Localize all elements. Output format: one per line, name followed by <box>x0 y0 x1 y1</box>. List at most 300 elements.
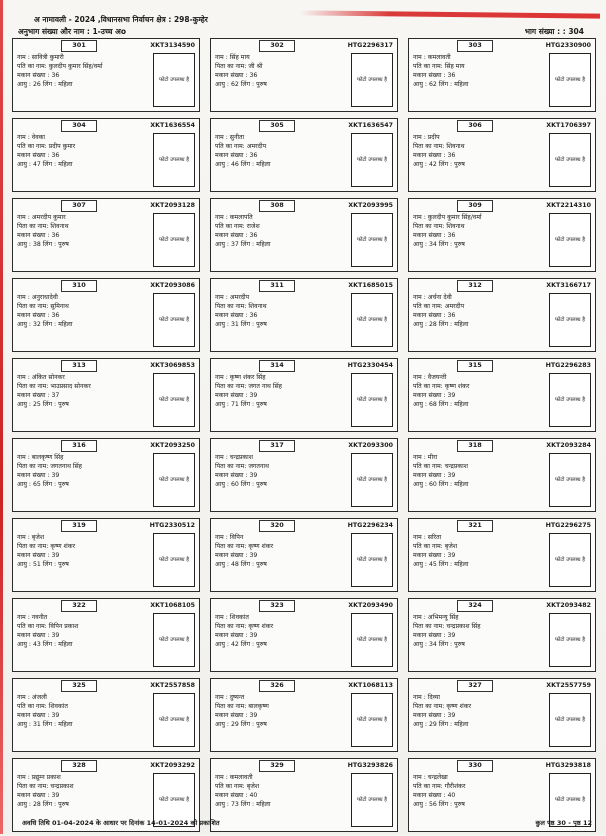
voter-house-number: 39 <box>249 392 258 399</box>
voter-epic-id: XKT3166717 <box>546 282 591 289</box>
voter-photo-placeholder: फोटो उपलब्ध है <box>351 53 393 107</box>
voter-relation: पिता का नाम: शिवनाथ <box>17 223 69 230</box>
age-label: आयु : <box>215 641 229 648</box>
voter-name: अंकित सोनकर <box>31 374 65 381</box>
voter-relation: पति का नाम: अमरदीप <box>413 303 465 310</box>
voter-name-row <box>413 453 531 462</box>
name-label: नाम : <box>413 54 426 61</box>
voter-details <box>413 293 531 329</box>
voter-relation: पिता का नाम: जी श्री <box>215 63 263 70</box>
age-label: आयु : <box>413 321 427 328</box>
age-label: आयु : <box>17 241 31 248</box>
voter-age-gender-row <box>17 640 135 649</box>
voter-house-row <box>215 311 333 320</box>
voter-house-row <box>413 471 531 480</box>
name-label: नाम : <box>413 534 426 541</box>
voter-gender: पुरुष <box>454 801 465 808</box>
voter-details <box>413 453 531 489</box>
voter-serial-number: 302 <box>259 40 295 52</box>
voter-house-row <box>17 311 135 320</box>
name-label: नाम : <box>413 374 426 381</box>
voter-house-row <box>17 151 135 160</box>
house-label: मकान संख्या : <box>215 152 248 159</box>
voter-serial-number: 308 <box>259 200 295 212</box>
voter-gender: पुरुष <box>454 241 465 248</box>
name-label: नाम : <box>413 214 426 221</box>
voter-name: नवनीत <box>31 614 48 621</box>
voter-relation: पति का नाम: कृष्ण शंकर <box>413 383 470 390</box>
voter-house-row <box>17 471 135 480</box>
house-label: मकान संख्या : <box>17 152 50 159</box>
voter-age: 31 <box>230 321 239 328</box>
voter-card-grid <box>8 36 600 836</box>
voter-serial-number: 310 <box>61 280 97 292</box>
gender-label: लिंग : <box>438 721 453 728</box>
voter-gender: महिला <box>58 641 73 648</box>
voter-details <box>215 453 333 489</box>
voter-relation: पिता का नाम: जगतनाथ सिंह <box>17 463 82 470</box>
voter-age-gender-row <box>413 240 531 249</box>
gender-label: लिंग : <box>438 81 453 88</box>
voter-gender: महिला <box>58 321 73 328</box>
voter-name-row <box>413 613 531 622</box>
name-label: नाम : <box>17 214 30 221</box>
voter-card <box>12 358 200 432</box>
voter-name-row <box>413 533 531 542</box>
voter-serial-number: 320 <box>259 520 295 532</box>
voter-serial-number: 328 <box>61 760 97 772</box>
age-label: आयु : <box>17 561 31 568</box>
voter-card <box>12 278 200 352</box>
voter-details <box>215 213 333 249</box>
voter-age: 73 <box>230 801 239 808</box>
voter-relation: पिता का नाम: कृष्ण शंकर <box>215 623 273 630</box>
voter-house-row <box>413 71 531 80</box>
voter-serial-number: 319 <box>61 520 97 532</box>
header-roll-title: अ नामावली - 2024 ,विधानसभा निर्वाचन क्षेत्र : 298-कुम्हेर <box>34 15 208 24</box>
voter-house-number: 39 <box>51 712 60 719</box>
gender-label: लिंग : <box>42 561 57 568</box>
voter-photo-placeholder: फोटो उपलब्ध है <box>549 133 591 187</box>
voter-house-number: 39 <box>249 472 258 479</box>
voter-relation: पति का नाम: बृजेश <box>413 543 458 550</box>
voter-house-number: 36 <box>249 232 258 239</box>
voter-name-row <box>17 133 135 142</box>
house-label: मकान संख्या : <box>17 472 50 479</box>
gender-label: लिंग : <box>240 721 255 728</box>
voter-house-row <box>17 791 135 800</box>
voter-gender: पुरुष <box>58 401 69 408</box>
voter-card <box>210 38 398 112</box>
voter-card <box>12 518 200 592</box>
gender-label: लिंग : <box>438 561 453 568</box>
voter-epic-id: XKT1685015 <box>348 282 393 289</box>
voter-gender: महिला <box>454 321 469 328</box>
voter-epic-id: XKT1706397 <box>546 122 591 129</box>
voter-age-gender-row <box>215 640 333 649</box>
voter-serial-number: 313 <box>61 360 97 372</box>
voter-name: कमलापति <box>229 214 253 221</box>
voter-name: चन्द्रलेखा <box>427 774 448 781</box>
house-label: मकान संख्या : <box>17 312 50 319</box>
voter-photo-placeholder: फोटो उपलब्ध है <box>549 693 591 747</box>
voter-age: 34 <box>428 241 437 248</box>
voter-relation: पिता का नाम: शिवनाथ <box>215 303 267 310</box>
voter-age-gender-row <box>413 320 531 329</box>
voter-name-row <box>215 613 333 622</box>
voter-house-row <box>215 391 333 400</box>
house-label: मकान संख्या : <box>413 312 446 319</box>
age-label: आयु : <box>413 401 427 408</box>
voter-epic-id: XKT1068105 <box>150 602 195 609</box>
name-label: नाम : <box>17 374 30 381</box>
voter-age-gender-row <box>413 720 531 729</box>
voter-card <box>210 118 398 192</box>
name-label: नाम : <box>413 694 426 701</box>
voter-age-gender-row <box>413 480 531 489</box>
name-label: नाम : <box>215 614 228 621</box>
voter-epic-id: XKT2093250 <box>150 442 195 449</box>
voter-epic-id: XKT2557858 <box>150 682 195 689</box>
voter-house-number: 36 <box>51 152 60 159</box>
age-label: आयु : <box>413 801 427 808</box>
voter-gender: पुरुष <box>256 321 267 328</box>
voter-card <box>12 678 200 752</box>
name-label: नाम : <box>215 454 228 461</box>
voter-name: प्रदीप <box>427 134 440 141</box>
voter-name-row <box>215 293 333 302</box>
voter-serial-number: 317 <box>259 440 295 452</box>
voter-name: अमरदीप <box>229 294 250 301</box>
voter-age: 56 <box>428 801 437 808</box>
voter-age: 43 <box>32 641 41 648</box>
voter-details <box>215 773 333 809</box>
voter-house-row <box>413 231 531 240</box>
voter-relation: पिता का नाम: चन्द्रप्रकाश <box>17 783 74 790</box>
name-label: नाम : <box>17 134 30 141</box>
voter-house-row <box>413 631 531 640</box>
voter-name: बृजेश <box>31 534 45 541</box>
name-label: नाम : <box>413 774 426 781</box>
voter-gender: महिला <box>58 161 73 168</box>
voter-name-row <box>17 533 135 542</box>
voter-epic-id: HTG2296234 <box>347 522 393 529</box>
voter-house-number: 39 <box>51 552 60 559</box>
voter-age-gender-row <box>215 80 333 89</box>
voter-name-row <box>215 773 333 782</box>
voter-house-row <box>215 551 333 560</box>
voter-name-row <box>413 133 531 142</box>
voter-gender: महिला <box>454 721 469 728</box>
voter-name-row <box>17 213 135 222</box>
age-label: आयु : <box>17 81 31 88</box>
voter-age: 47 <box>32 161 41 168</box>
voter-house-number: 39 <box>249 712 258 719</box>
gender-label: लिंग : <box>42 641 57 648</box>
voter-gender: पुरुष <box>256 81 267 88</box>
name-label: नाम : <box>17 774 30 781</box>
house-label: मकान संख्या : <box>215 632 248 639</box>
footer-publication-note: अवधि तिथि 01-04-2024 के आधार पर दिनांक 14-01-2024 को प्रकाशित <box>22 819 220 827</box>
voter-gender: महिला <box>454 81 469 88</box>
voter-details <box>215 53 333 89</box>
voter-age-gender-row <box>215 560 333 569</box>
voter-card <box>12 198 200 272</box>
gender-label: लिंग : <box>240 561 255 568</box>
voter-gender: पुरुष <box>58 801 69 808</box>
voter-house-row <box>17 551 135 560</box>
name-label: नाम : <box>17 614 30 621</box>
voter-photo-placeholder: फोटो उपलब्ध है <box>153 453 195 507</box>
age-label: आयु : <box>17 321 31 328</box>
voter-house-number: 39 <box>249 552 258 559</box>
voter-name: विपिन <box>229 534 244 541</box>
voter-house-row <box>413 711 531 720</box>
voter-name: वैजयन्ती <box>427 374 447 381</box>
voter-relation: पति का नाम: राजेश <box>215 223 260 230</box>
voter-serial-number: 311 <box>259 280 295 292</box>
voter-name-row <box>215 693 333 702</box>
voter-house-number: 36 <box>447 152 456 159</box>
age-label: आयु : <box>215 481 229 488</box>
voter-age-gender-row <box>413 800 531 809</box>
voter-house-number: 36 <box>51 72 60 79</box>
voter-house-row <box>413 551 531 560</box>
voter-age-gender-row <box>215 400 333 409</box>
voter-epic-id: HTG2330900 <box>545 42 591 49</box>
voter-photo-placeholder: फोटो उपलब्ध है <box>351 533 393 587</box>
voter-age: 25 <box>32 401 41 408</box>
voter-age-gender-row <box>17 160 135 169</box>
page-header <box>14 10 592 38</box>
voter-card <box>210 598 398 672</box>
voter-photo-placeholder: फोटो उपलब्ध है <box>153 373 195 427</box>
voter-name-row <box>413 773 531 782</box>
footer-page-count: कुल पृष्ठ 30 - पृष्ठ 12 <box>535 819 592 827</box>
voter-house-number: 40 <box>447 792 456 799</box>
voter-epic-id: XKT2093284 <box>546 442 591 449</box>
voter-serial-number: 309 <box>457 200 493 212</box>
voter-name-row <box>17 693 135 702</box>
voter-photo-placeholder: फोटो उपलब्ध है <box>549 53 591 107</box>
voter-age: 29 <box>230 721 239 728</box>
voter-details <box>413 773 531 809</box>
voter-age: 60 <box>428 481 437 488</box>
voter-gender: पुरुष <box>256 481 267 488</box>
age-label: आयु : <box>17 401 31 408</box>
voter-details <box>215 693 333 729</box>
name-label: नाम : <box>215 774 228 781</box>
voter-age: 38 <box>32 241 41 248</box>
voter-details <box>17 133 135 169</box>
house-label: मकान संख्या : <box>413 712 446 719</box>
age-label: आयु : <box>413 161 427 168</box>
voter-epic-id: HTG3293826 <box>347 762 393 769</box>
house-label: मकान संख्या : <box>413 392 446 399</box>
voter-serial-number: 330 <box>457 760 493 772</box>
voter-gender: पुरुष <box>256 401 267 408</box>
gender-label: लिंग : <box>240 241 255 248</box>
voter-serial-number: 322 <box>61 600 97 612</box>
voter-serial-number: 329 <box>259 760 295 772</box>
voter-epic-id: XKT2093300 <box>348 442 393 449</box>
name-label: नाम : <box>215 374 228 381</box>
voter-name-row <box>17 293 135 302</box>
voter-age: 28 <box>428 321 437 328</box>
voter-serial-number: 316 <box>61 440 97 452</box>
age-label: आयु : <box>17 641 31 648</box>
voter-name: सुनीता <box>229 134 245 141</box>
voter-relation: पति का नाम: सिंह माय <box>413 63 465 70</box>
age-label: आयु : <box>413 241 427 248</box>
name-label: नाम : <box>17 454 30 461</box>
voter-age-gender-row <box>17 320 135 329</box>
voter-house-row <box>215 71 333 80</box>
voter-house-row <box>413 391 531 400</box>
voter-house-row <box>215 711 333 720</box>
voter-house-number: 39 <box>447 472 456 479</box>
voter-age: 48 <box>230 561 239 568</box>
gender-label: लिंग : <box>438 241 453 248</box>
gender-label: लिंग : <box>240 161 255 168</box>
voter-epic-id: XKT2557759 <box>546 682 591 689</box>
voter-card <box>210 438 398 512</box>
gender-label: लिंग : <box>438 801 453 808</box>
voter-relation: पिता का नाम: सुमिनाथ <box>17 303 69 310</box>
voter-serial-number: 305 <box>259 120 295 132</box>
voter-age: 29 <box>428 721 437 728</box>
voter-house-number: 36 <box>447 72 456 79</box>
age-label: आयु : <box>215 161 229 168</box>
voter-epic-id: XKT2093086 <box>150 282 195 289</box>
name-label: नाम : <box>17 54 30 61</box>
voter-details <box>215 133 333 169</box>
voter-name: कमलावती <box>229 774 253 781</box>
voter-card <box>12 598 200 672</box>
voter-house-number: 39 <box>447 552 456 559</box>
voter-house-row <box>215 791 333 800</box>
voter-gender: महिला <box>454 561 469 568</box>
voter-details <box>17 533 135 569</box>
voter-photo-placeholder: फोटो उपलब्ध है <box>351 613 393 667</box>
voter-name: कमलावती <box>427 54 451 61</box>
voter-house-number: 36 <box>51 232 60 239</box>
voter-details <box>17 773 135 809</box>
page-edge-marking <box>0 0 3 834</box>
voter-name-row <box>413 213 531 222</box>
voter-relation: पति का नाम: बृजेश <box>215 783 260 790</box>
gender-label: लिंग : <box>438 481 453 488</box>
voter-epic-id: HTG2296283 <box>545 362 591 369</box>
age-label: आयु : <box>413 721 427 728</box>
voter-card <box>408 278 596 352</box>
voter-epic-id: HTG2296275 <box>545 522 591 529</box>
voter-house-row <box>413 791 531 800</box>
voter-details <box>17 293 135 329</box>
house-label: मकान संख्या : <box>413 232 446 239</box>
voter-relation: पिता का नाम: चन्द्रप्रकाश सिंह <box>413 623 481 630</box>
voter-serial-number: 321 <box>457 520 493 532</box>
voter-serial-number: 307 <box>61 200 97 212</box>
voter-name-row <box>17 773 135 782</box>
voter-epic-id: XKT1636554 <box>150 122 195 129</box>
gender-label: लिंग : <box>438 321 453 328</box>
voter-serial-number: 306 <box>457 120 493 132</box>
voter-age: 42 <box>428 161 437 168</box>
voter-photo-placeholder: फोटो उपलब्ध है <box>153 293 195 347</box>
voter-details <box>17 373 135 409</box>
voter-relation: पिता का नाम: जगत नाथ सिंह <box>215 383 282 390</box>
gender-label: लिंग : <box>42 321 57 328</box>
house-label: मकान संख्या : <box>215 472 248 479</box>
house-label: मकान संख्या : <box>17 232 50 239</box>
voter-house-number: 36 <box>249 152 258 159</box>
voter-gender: पुरुष <box>58 481 69 488</box>
voter-name: सिंह माय <box>229 54 250 61</box>
age-label: आयु : <box>215 241 229 248</box>
voter-house-row <box>215 471 333 480</box>
voter-serial-number: 327 <box>457 680 493 692</box>
gender-label: लिंग : <box>42 81 57 88</box>
house-label: मकान संख्या : <box>215 792 248 799</box>
voter-details <box>413 613 531 649</box>
voter-details <box>413 533 531 569</box>
voter-age-gender-row <box>17 480 135 489</box>
voter-gender: पुरुष <box>454 641 465 648</box>
voter-age-gender-row <box>215 720 333 729</box>
voter-age-gender-row <box>17 80 135 89</box>
voter-house-row <box>413 151 531 160</box>
page-footer <box>22 818 592 830</box>
voter-name-row <box>17 613 135 622</box>
house-label: मकान संख्या : <box>215 72 248 79</box>
name-label: नाम : <box>215 134 228 141</box>
voter-gender: पुरुष <box>256 561 267 568</box>
voter-house-number: 36 <box>447 232 456 239</box>
voter-age-gender-row <box>413 560 531 569</box>
name-label: नाम : <box>17 294 30 301</box>
voter-age: 26 <box>32 81 41 88</box>
voter-age-gender-row <box>215 480 333 489</box>
voter-details <box>413 213 531 249</box>
age-label: आयु : <box>215 801 229 808</box>
voter-relation: पिता का नाम: शिवनाथ <box>413 223 465 230</box>
voter-name: अर्चना देवी <box>427 294 452 301</box>
voter-age-gender-row <box>413 160 531 169</box>
voter-name: सावित्री कुमारी <box>31 54 64 61</box>
voter-card <box>12 118 200 192</box>
gender-label: लिंग : <box>42 481 57 488</box>
voter-age: 60 <box>230 481 239 488</box>
voter-relation: पिता का नाम: शिवनाथ <box>413 143 465 150</box>
voter-epic-id: XKT3134590 <box>150 42 195 49</box>
voter-gender: महिला <box>454 481 469 488</box>
name-label: नाम : <box>215 54 228 61</box>
name-label: नाम : <box>413 614 426 621</box>
voter-name-row <box>413 53 531 62</box>
voter-name-row <box>17 373 135 382</box>
voter-epic-id: XKT2093128 <box>150 202 195 209</box>
name-label: नाम : <box>215 294 228 301</box>
voter-photo-placeholder: फोटो उपलब्ध है <box>153 613 195 667</box>
voter-photo-placeholder: फोटो उपलब्ध है <box>549 773 591 827</box>
gender-label: लिंग : <box>42 241 57 248</box>
voter-card <box>12 438 200 512</box>
voter-age-gender-row <box>215 160 333 169</box>
voter-gender: महिला <box>454 401 469 408</box>
voter-name-row <box>215 533 333 542</box>
voter-house-number: 39 <box>51 792 60 799</box>
